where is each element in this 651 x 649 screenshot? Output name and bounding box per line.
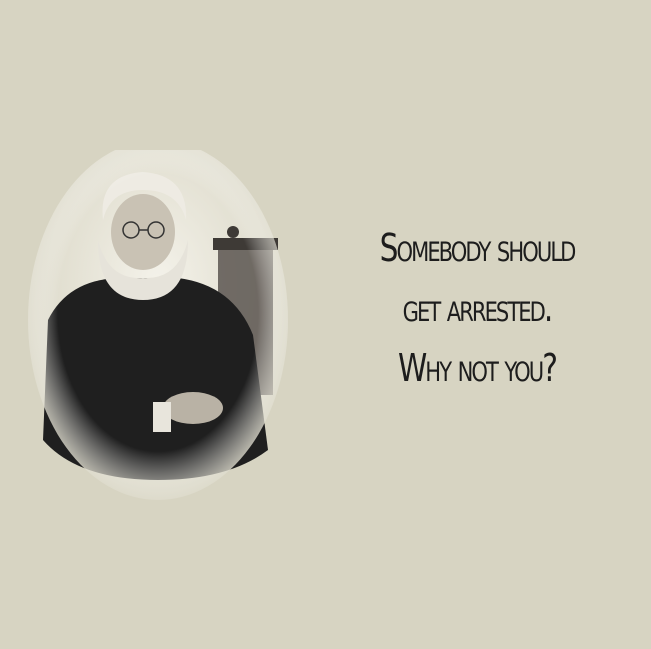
vintage-portrait-icon xyxy=(28,150,288,510)
quote-text xyxy=(353,218,601,398)
quote-line-2: get arrested. xyxy=(402,286,552,330)
vintage-portrait-photo xyxy=(28,150,288,510)
quote-line-3: Why not you? xyxy=(397,346,557,390)
quote-line-1: Somebody should xyxy=(379,226,575,270)
